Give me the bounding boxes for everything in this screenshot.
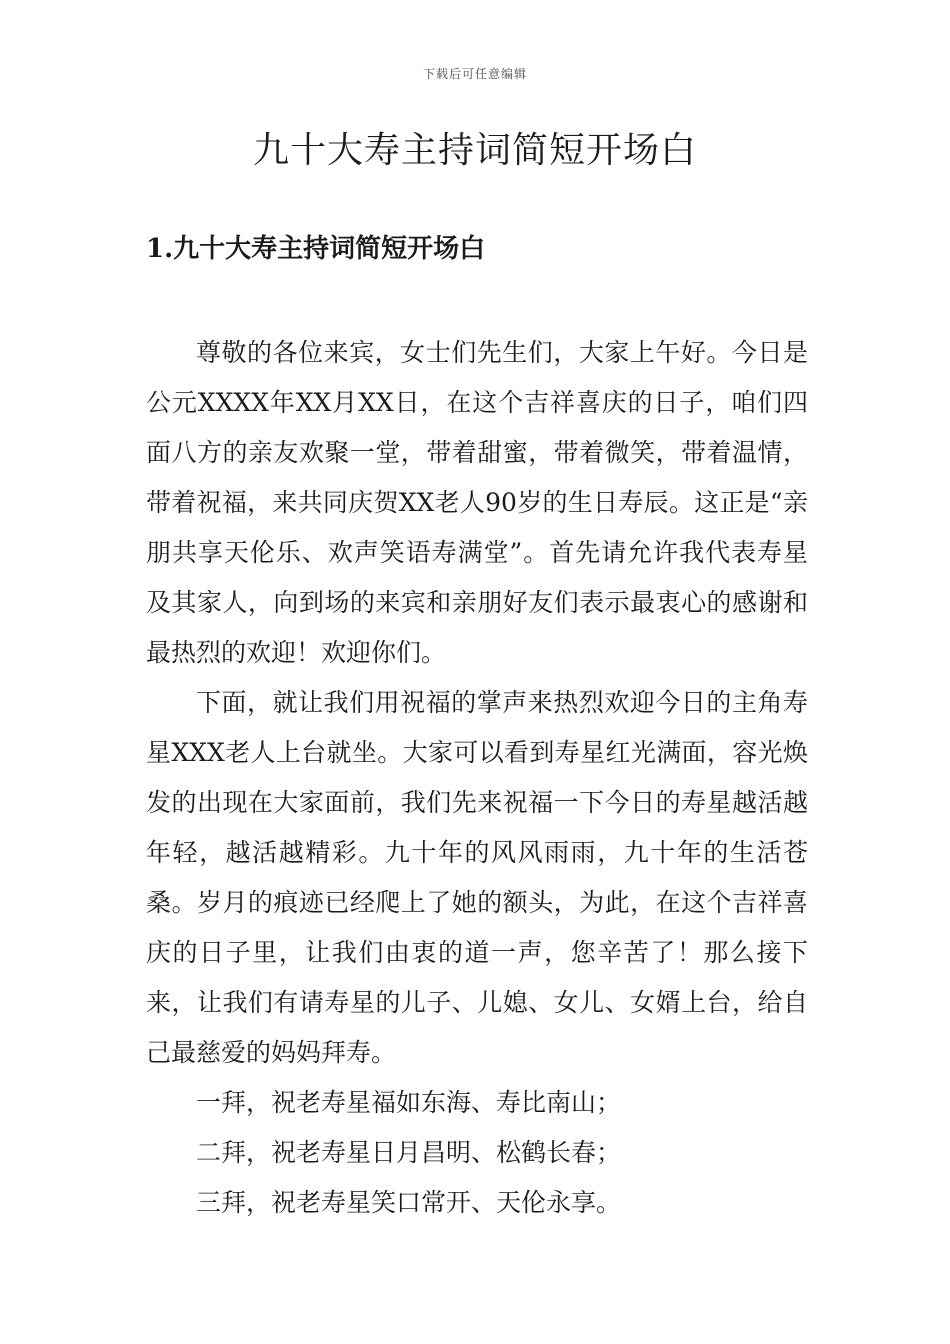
blessing-line-1: 一拜，祝老寿星福如东海、寿比南山； xyxy=(196,1088,622,1117)
paragraph-birthday-star: 下面，就让我们用祝福的掌声来热烈欢迎今日的主角寿星XXX老人上台就坐。大家可以看到寿星红光满面，容光焕发的出现在大家面前，我们先来祝福一下今日的寿星越活越年轻，越活越精彩。九十年的风风雨雨，九十年的生活苍桑。岁月的痕迹已经爬上了她的额头，为此，在这个吉祥喜庆的日子里，让我们由衷的道一声，您辛苦了！那么接下来，让我们有请寿星的儿子、儿媳、女儿、女婿上台，给自己最慈爱的妈妈拜寿。 xyxy=(146,688,808,1067)
document-title: 九十大寿主持词简短开场白 xyxy=(252,130,697,171)
blessing-line-2: 二拜，祝老寿星日月昌明、松鹤长春； xyxy=(196,1138,622,1167)
blessing-line-3: 三拜，祝老寿星笑口常开、天伦永享。 xyxy=(196,1188,622,1217)
header-note: 下载后可任意编辑 xyxy=(422,67,527,81)
section-heading: 1.九十大寿主持词简短开场白 xyxy=(146,234,486,264)
document-body xyxy=(146,328,808,1228)
paragraph-welcome: 尊敬的各位来宾，女士们先生们，大家上午好。今日是公元XXXX年XX月XX日，在这个吉祥喜庆的日子，咱们四面八方的亲友欢聚一堂，带着甜蜜，带着微笑，带着温情，带着祝福，来共同庆贺XX老人90岁的生日寿辰。这正是“亲朋共享天伦乐、欢声笑语寿满堂”。首先请允许我代表寿星及其家人，向到场的来宾和亲朋好友们表示最衷心的感谢和最热烈的欢迎！欢迎你们。 xyxy=(146,338,808,667)
